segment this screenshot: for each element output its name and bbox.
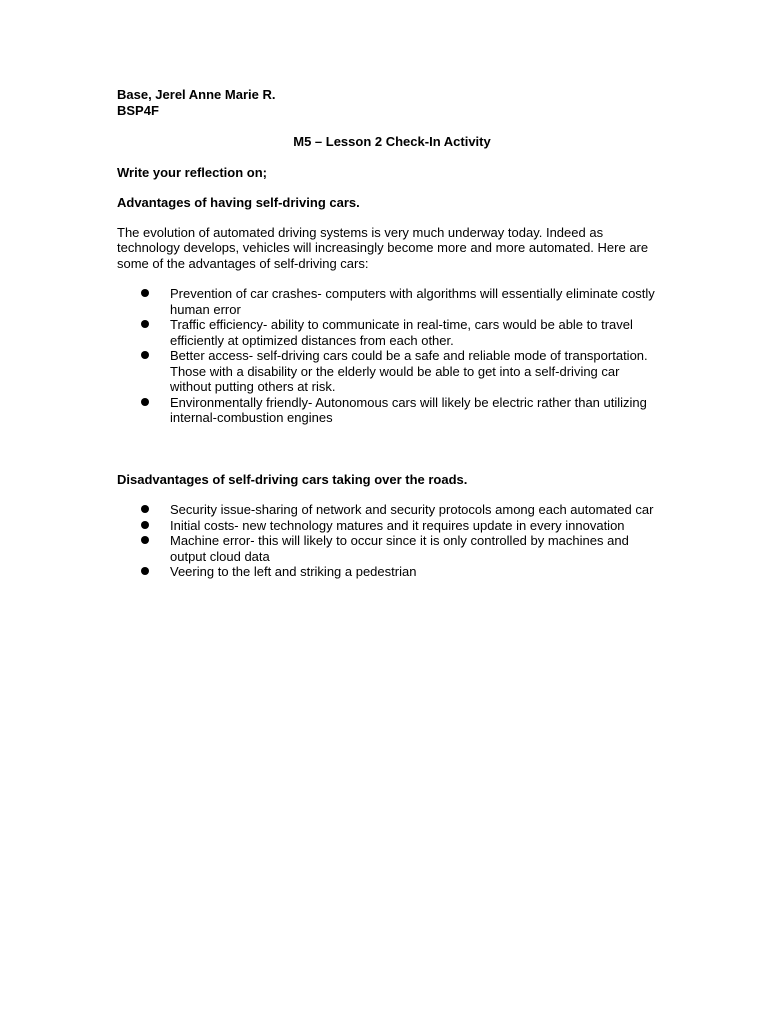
bullet-icon bbox=[141, 320, 149, 328]
document-title: M5 – Lesson 2 Check-In Activity bbox=[293, 134, 491, 149]
bullet-icon bbox=[141, 536, 149, 544]
list-item-text: Traffic efficiency- ability to communicate in real-time, cars would be able to travel efficiently at optimized distances from each other. bbox=[170, 317, 633, 348]
list-item bbox=[117, 502, 657, 518]
list-item bbox=[117, 533, 657, 564]
bullet-icon bbox=[141, 398, 149, 406]
bullet-icon bbox=[141, 505, 149, 513]
disadvantages-heading: Disadvantages of self-driving cars taking over the roads. bbox=[117, 471, 468, 487]
list-item bbox=[117, 564, 657, 580]
bullet-icon bbox=[141, 521, 149, 529]
author-name: Base, Jerel Anne Marie R. bbox=[117, 87, 276, 102]
list-item bbox=[117, 317, 657, 348]
list-item bbox=[117, 286, 657, 317]
advantages-intro: The evolution of automated driving systems is very much underway today. Indeed as technology develops, vehicles will increasingly become more and more automated. Here are some of the advantages of self-driving cars: bbox=[117, 224, 649, 271]
list-item-text: Security issue-sharing of network and security protocols among each automated car bbox=[170, 502, 654, 517]
reflection-prompt: Write your reflection on; bbox=[117, 164, 267, 180]
advantages-list bbox=[117, 286, 657, 426]
document-page bbox=[117, 87, 657, 580]
list-item-text: Machine error- this will likely to occur since it is only controlled by machines and output cloud data bbox=[170, 533, 629, 564]
bullet-icon bbox=[141, 351, 149, 359]
list-item-text: Environmentally friendly- Autonomous cars will likely be electric rather than utilizing internal-combustion engines bbox=[170, 394, 647, 425]
bullet-icon bbox=[141, 567, 149, 575]
bullet-icon bbox=[141, 289, 149, 297]
list-item-text: Veering to the left and striking a pedestrian bbox=[170, 564, 417, 579]
author-section: BSP4F bbox=[117, 102, 159, 118]
list-item bbox=[117, 518, 657, 534]
list-item bbox=[117, 348, 657, 395]
advantages-heading: Advantages of having self-driving cars. bbox=[117, 195, 360, 210]
list-item-text: Prevention of car crashes- computers with algorithms will essentially eliminate costly human error bbox=[170, 286, 655, 317]
list-item-text: Initial costs- new technology matures and it requires update in every innovation bbox=[170, 517, 625, 533]
list-item-text: Better access- self-driving cars could be a safe and reliable mode of transportation. Those with a disability or the elderly would be able to get into a self-driving car without putting others at risk. bbox=[170, 348, 648, 394]
disadvantages-list bbox=[117, 502, 657, 580]
list-item bbox=[117, 395, 657, 426]
